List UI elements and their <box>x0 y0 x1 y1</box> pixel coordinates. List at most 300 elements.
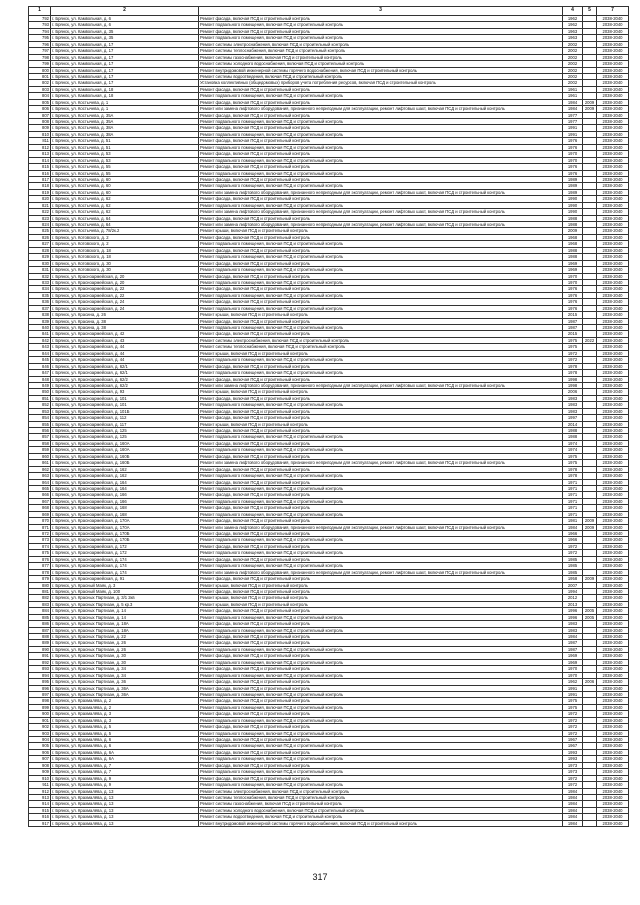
row-number: 840 <box>29 325 51 331</box>
build-year-cell: 1968 <box>563 241 583 247</box>
build-year-cell: 1985 <box>563 569 583 575</box>
address-cell: г. Брянск, ул. Котовского, д. 18 <box>51 254 199 260</box>
row-number: 804 <box>29 93 51 99</box>
period-cell: 2038-2040 <box>597 41 629 47</box>
row-number: 807 <box>29 112 51 118</box>
address-cell: г. Брянск, ул. Костычева, д. 62 <box>51 209 199 215</box>
row-number: 825 <box>29 228 51 234</box>
period-cell: 2038-2040 <box>597 588 629 594</box>
row-number: 877 <box>29 563 51 569</box>
period-cell: 2038-2040 <box>597 86 629 92</box>
row-number: 865 <box>29 485 51 491</box>
period-cell: 2038-2040 <box>597 485 629 491</box>
build-year-cell: 1984 <box>563 106 583 112</box>
address-cell: г. Брянск, ул. Красноармейская, д. 22 <box>51 292 199 298</box>
table-body <box>29 16 629 827</box>
period-cell: 2038-2040 <box>597 260 629 266</box>
row-number: 848 <box>29 376 51 382</box>
address-cell: г. Брянск, ул. Красноармейская, д. 174 <box>51 569 199 575</box>
address-cell: г. Брянск, ул. Красных Партизан, д. 34 <box>51 666 199 672</box>
period-cell: 2038-2040 <box>597 376 629 382</box>
address-cell: г. Брянск, ул. Камвольная, д. 18 <box>51 86 199 92</box>
build-year-cell: 1988 <box>563 254 583 260</box>
row-number: 878 <box>29 569 51 575</box>
build-year-cell: 1970 <box>563 273 583 279</box>
build-year-cell: 1975 <box>563 698 583 704</box>
build-year-cell: 2002 <box>563 67 583 73</box>
build-year-cell: 1975 <box>563 453 583 459</box>
period-cell: 2038-2040 <box>597 183 629 189</box>
address-cell: г. Брянск, ул. Крахмалёва, д. 3 <box>51 711 199 717</box>
address-cell: г. Брянск, ул. Красноармейская, д. 166 <box>51 492 199 498</box>
work-type-cell: Ремонт фасада, включая ПСД и строительный контроль <box>199 666 563 672</box>
address-cell: г. Брянск, ул. Красных Партизан, д. 14 <box>51 608 199 614</box>
period-cell: 2038-2040 <box>597 222 629 228</box>
build-year-cell: 1991 <box>563 125 583 131</box>
period-cell: 2038-2040 <box>597 415 629 421</box>
work-type-cell: Ремонт подвального помещения, включая ПСД и строительный контроль <box>199 170 563 176</box>
work-type-cell: Ремонт подвального помещения, включая ПСД и строительный контроль <box>199 485 563 491</box>
build-year-cell: 1972 <box>563 543 583 549</box>
build-year-cell: 1985 <box>563 563 583 569</box>
address-cell: г. Брянск, ул. Крахмалёва, д. 13 <box>51 794 199 800</box>
period-cell: 2038-2040 <box>597 717 629 723</box>
row-number: 886 <box>29 621 51 627</box>
work-type-cell: Ремонт подвального помещения, включая ПСД и строительный контроль <box>199 672 563 678</box>
repair-year-cell: 2009 <box>583 106 597 112</box>
work-type-cell: Ремонт фасада, включая ПСД и строительный контроль <box>199 556 563 562</box>
build-year-cell: 1989 <box>563 189 583 195</box>
work-type-cell: Ремонт фасада, включая ПСД и строительный контроль <box>199 749 563 755</box>
build-year-cell: 1985 <box>563 556 583 562</box>
address-cell: г. Брянск, ул. Костычева, д. 60 <box>51 189 199 195</box>
period-cell: 2038-2040 <box>597 125 629 131</box>
address-cell: г. Брянск, ул. Крахмалёва, д. 9 <box>51 775 199 781</box>
build-year-cell: 1969 <box>563 653 583 659</box>
row-number: 836 <box>29 299 51 305</box>
row-number: 855 <box>29 421 51 427</box>
period-cell: 2038-2040 <box>597 209 629 215</box>
period-cell: 2038-2040 <box>597 608 629 614</box>
period-cell: 2038-2040 <box>597 640 629 646</box>
work-type-cell: Ремонт фасада, включая ПСД и строительный контроль <box>199 16 563 22</box>
row-number: 875 <box>29 550 51 556</box>
work-type-cell: Ремонт системы теплоснабжения, включая ПСД и строительный контроль <box>199 48 563 54</box>
address-cell: г. Брянск, ул. Камвольная, д. 17 <box>51 41 199 47</box>
period-cell: 2038-2040 <box>597 769 629 775</box>
address-cell: г. Брянск, ул. Костычева, д. 51 <box>51 144 199 150</box>
work-type-cell: Ремонт подвального помещения, включая ПСД и строительный контроль <box>199 743 563 749</box>
work-type-cell: Ремонт фасада, включая ПСД и строительный контроль <box>199 634 563 640</box>
work-type-cell: Ремонт подвального помещения, включая ПСД и строительный контроль <box>199 646 563 652</box>
build-year-cell: 1961 <box>563 93 583 99</box>
work-type-cell: Ремонт крыши, включая ПСД и строительный контроль <box>199 421 563 427</box>
row-number: 902 <box>29 724 51 730</box>
address-cell: г. Брянск, ул. Красноармейская, д. 168 <box>51 505 199 511</box>
period-cell: 2038-2040 <box>597 447 629 453</box>
address-cell: г. Брянск, ул. Красноармейская, д. 101Б <box>51 408 199 414</box>
address-cell: г. Брянск, ул. Крахмалёва, д. 13 <box>51 788 199 794</box>
row-number: 870 <box>29 518 51 524</box>
address-cell: г. Брянск, ул. Красноармейская, д. 170А <box>51 518 199 524</box>
address-cell: г. Брянск, ул. Красноармейская, д. 170Б <box>51 531 199 537</box>
work-type-cell: Ремонт подвального помещения, включая ПСД и строительный контроль <box>199 267 563 273</box>
row-number: 805 <box>29 99 51 105</box>
row-number: 820 <box>29 196 51 202</box>
address-cell: г. Брянск, ул. Красноармейская, д. 164 <box>51 479 199 485</box>
work-type-cell: Ремонт подвального помещения, включая ПСД и строительный контроль <box>199 402 563 408</box>
row-number: 891 <box>29 653 51 659</box>
build-year-cell: 1976 <box>563 299 583 305</box>
row-number: 809 <box>29 125 51 131</box>
address-cell: г. Брянск, ул. Красных Партизан, д. 36А <box>51 691 199 697</box>
row-number: 853 <box>29 408 51 414</box>
row-number: 796 <box>29 41 51 47</box>
work-type-cell: Ремонт фасада, включая ПСД и строительный контроль <box>199 363 563 369</box>
address-cell: г. Брянск, ул. Камвольная, д. 18 <box>51 93 199 99</box>
work-type-cell: Ремонт подвального помещения, включая ПСД и строительный контроль <box>199 279 563 285</box>
build-year-cell: 1962 <box>563 22 583 28</box>
build-year-cell: 1972 <box>563 711 583 717</box>
build-year-cell: 1988 <box>563 222 583 228</box>
period-cell: 2038-2040 <box>597 543 629 549</box>
address-cell: г. Брянск, ул. Крахмалёва, д. 5 <box>51 724 199 730</box>
build-year-cell: 1972 <box>563 775 583 781</box>
row-number: 793 <box>29 22 51 28</box>
row-number: 895 <box>29 679 51 685</box>
row-number: 876 <box>29 556 51 562</box>
repair-year-cell: 2009 <box>583 99 597 105</box>
work-type-cell: Ремонт фасада, включая ПСД и строительный контроль <box>199 608 563 614</box>
work-type-cell: Ремонт подвального помещения, включая ПСД и строительный контроль <box>199 614 563 620</box>
period-cell: 2038-2040 <box>597 312 629 318</box>
work-type-cell: Ремонт фасада, включая ПСД и строительный контроль <box>199 112 563 118</box>
address-cell: г. Брянск, ул. Красноармейская, д. 162 <box>51 473 199 479</box>
work-type-cell: Ремонт фасада, включая ПСД и строительный контроль <box>199 518 563 524</box>
period-cell: 2038-2040 <box>597 93 629 99</box>
row-number: 833 <box>29 279 51 285</box>
row-number: 857 <box>29 434 51 440</box>
work-type-cell: Ремонт фасада, включая ПСД и строительный контроль <box>199 125 563 131</box>
period-cell: 2038-2040 <box>597 724 629 730</box>
address-cell: г. Брянск, ул. Красноармейская, д. 24 <box>51 305 199 311</box>
row-number: 832 <box>29 273 51 279</box>
row-number: 861 <box>29 460 51 466</box>
address-cell: г. Брянск, ул. Красноармейская, д. 44 <box>51 344 199 350</box>
build-year-cell: 1978 <box>563 370 583 376</box>
period-cell: 2038-2040 <box>597 582 629 588</box>
build-year-cell: 1978 <box>563 466 583 472</box>
period-cell: 2038-2040 <box>597 672 629 678</box>
period-cell: 2038-2040 <box>597 524 629 530</box>
work-type-cell: Ремонт системы электроснабжения, включая ПСД и строительный контроль <box>199 788 563 794</box>
address-cell: г. Брянск, ул. Крахмалёва, д. 13 <box>51 814 199 820</box>
build-year-cell: 1988 <box>563 428 583 434</box>
build-year-cell: 1974 <box>563 447 583 453</box>
address-cell: г. Брянск, ул. Костычева, д. 55 <box>51 164 199 170</box>
work-type-cell: Ремонт фасада, включая ПСД и строительный контроль <box>199 86 563 92</box>
build-year-cell: 1971 <box>563 511 583 517</box>
period-cell: 2038-2040 <box>597 28 629 34</box>
address-cell: г. Брянск, ул. Красноармейская, д. 91 <box>51 576 199 582</box>
row-number: 856 <box>29 428 51 434</box>
build-year-cell: 1966 <box>563 531 583 537</box>
row-number: 797 <box>29 48 51 54</box>
row-number: 897 <box>29 691 51 697</box>
row-number: 826 <box>29 234 51 240</box>
row-number: 852 <box>29 402 51 408</box>
build-year-cell: 2002 <box>563 48 583 54</box>
period-cell: 2038-2040 <box>597 556 629 562</box>
build-year-cell: 1967 <box>563 737 583 743</box>
period-cell: 2038-2040 <box>597 730 629 736</box>
row-number: 883 <box>29 601 51 607</box>
build-year-cell: 1984 <box>563 814 583 820</box>
build-year-cell: 2009 <box>563 228 583 234</box>
repair-year-cell: 2005 <box>583 608 597 614</box>
period-cell: 2038-2040 <box>597 157 629 163</box>
period-cell: 2038-2040 <box>597 473 629 479</box>
address-cell: г. Брянск, ул. Котовского, д. 18 <box>51 247 199 253</box>
period-cell: 2038-2040 <box>597 704 629 710</box>
row-number: 866 <box>29 492 51 498</box>
period-cell: 2038-2040 <box>597 428 629 434</box>
row-number: 899 <box>29 704 51 710</box>
build-year-cell: 1991 <box>563 131 583 137</box>
period-cell: 2038-2040 <box>597 357 629 363</box>
row-number: 850 <box>29 389 51 395</box>
build-year-cell: 1990 <box>563 209 583 215</box>
work-type-cell: Ремонт фасада, включая ПСД и строительный контроль <box>199 653 563 659</box>
work-type-cell: Ремонт фасада, включая ПСД и строительный контроль <box>199 640 563 646</box>
row-number: 838 <box>29 312 51 318</box>
work-type-cell: Ремонт фасада, включая ПСД и строительный контроль <box>199 415 563 421</box>
address-cell: г. Брянск, ул. Красноармейская, д. 42 <box>51 331 199 337</box>
work-type-cell: Ремонт подвального помещения, включая ПСД и строительный контроль <box>199 498 563 504</box>
build-year-cell: 1969 <box>563 659 583 665</box>
address-cell: г. Брянск, ул. Крахмалёва, д. 6 <box>51 743 199 749</box>
row-number: 799 <box>29 61 51 67</box>
build-year-cell: 1963 <box>563 28 583 34</box>
address-cell: г. Брянск, ул. Красных Партизан, д. 34 <box>51 672 199 678</box>
table-row <box>29 820 629 826</box>
row-number: 817 <box>29 176 51 182</box>
build-year-cell: 1987 <box>563 646 583 652</box>
build-year-cell: 2002 <box>563 73 583 79</box>
repair-year-cell: 2006 <box>583 679 597 685</box>
row-number: 903 <box>29 730 51 736</box>
period-cell: 2038-2040 <box>597 743 629 749</box>
work-type-cell: Ремонт подвального помещения, включая ПСД и строительный контроль <box>199 691 563 697</box>
period-cell: 2038-2040 <box>597 794 629 800</box>
address-cell: г. Брянск, ул. Крахмалёва, д. 6А <box>51 749 199 755</box>
build-year-cell: 1978 <box>563 363 583 369</box>
address-cell: г. Брянск, ул. Костычева, д. 1 <box>51 106 199 112</box>
address-cell: г. Брянск, ул. Костычева, д. 62 <box>51 202 199 208</box>
work-type-cell: Ремонт фасада, включая ПСД и строительный контроль <box>199 679 563 685</box>
address-cell: г. Брянск, ул. Костычева, д. 53 <box>51 151 199 157</box>
period-cell: 2038-2040 <box>597 569 629 575</box>
row-number: 839 <box>29 318 51 324</box>
row-number: 800 <box>29 67 51 73</box>
work-type-cell: Ремонт фасада, включая ПСД и строительный контроль <box>199 331 563 337</box>
build-year-cell: 2002 <box>563 41 583 47</box>
period-cell: 2038-2040 <box>597 762 629 768</box>
period-cell: 2038-2040 <box>597 119 629 125</box>
address-cell: г. Брянск, ул. Красноармейская, д. 93 <box>51 389 199 395</box>
address-cell: г. Брянск, ул. Красноармейская, д. 160Б <box>51 460 199 466</box>
address-cell: г. Брянск, ул. Красноармейская, д. 170Б <box>51 537 199 543</box>
build-year-cell: 1962 <box>563 16 583 22</box>
period-cell: 2038-2040 <box>597 363 629 369</box>
row-number: 913 <box>29 794 51 800</box>
period-cell: 2038-2040 <box>597 292 629 298</box>
period-cell: 2038-2040 <box>597 698 629 704</box>
row-number: 816 <box>29 170 51 176</box>
work-type-cell: Ремонт или замена лифтового оборудования, признанного непригодным для эксплуатации, ремонт лифтовых шахт, включая ПСД и строительный контроль <box>199 460 563 466</box>
row-number: 835 <box>29 292 51 298</box>
work-type-cell: Ремонт подвального помещения, включая ПСД и строительный контроль <box>199 22 563 28</box>
row-number: 858 <box>29 440 51 446</box>
column-header: 7 <box>597 7 629 16</box>
row-number: 892 <box>29 659 51 665</box>
period-cell: 2038-2040 <box>597 299 629 305</box>
period-cell: 2038-2040 <box>597 389 629 395</box>
build-year-cell: 1983 <box>563 402 583 408</box>
work-type-cell: Ремонт подвального помещения, включая ПСД и строительный контроль <box>199 202 563 208</box>
address-cell: г. Брянск, ул. Красноармейская, д. 44 <box>51 350 199 356</box>
build-year-cell: 1976 <box>563 138 583 144</box>
build-year-cell: 1998 <box>563 376 583 382</box>
work-type-cell: Ремонт подвального помещения, включая ПСД и строительный контроль <box>199 292 563 298</box>
build-year-cell: 1997 <box>563 415 583 421</box>
row-number: 910 <box>29 775 51 781</box>
build-year-cell: 1983 <box>563 395 583 401</box>
build-year-cell: 1972 <box>563 357 583 363</box>
work-type-cell: Ремонт или замена лифтового оборудования, признанного непригодным для эксплуатации, ремонт лифтовых шахт, включая ПСД и строительный контроль <box>199 106 563 112</box>
work-type-cell: Ремонт фасада, включая ПСД и строительный контроль <box>199 479 563 485</box>
address-cell: г. Брянск, ул. Красных Партизан, д. 3/1 2кв <box>51 595 199 601</box>
address-cell: г. Брянск, ул. Костычева, д. 38А <box>51 131 199 137</box>
address-cell: г. Брянск, ул. Камвольная, д. 17 <box>51 73 199 79</box>
build-year-cell: 1972 <box>563 717 583 723</box>
build-year-cell: 1970 <box>563 151 583 157</box>
row-number: 860 <box>29 453 51 459</box>
work-type-cell: Ремонт фасада, включая ПСД и строительный контроль <box>199 260 563 266</box>
row-number: 802 <box>29 80 51 86</box>
row-number: 914 <box>29 801 51 807</box>
row-number: 803 <box>29 86 51 92</box>
period-cell: 2038-2040 <box>597 634 629 640</box>
work-type-cell: Ремонт подвального помещения, включая ПСД и строительный контроль <box>199 563 563 569</box>
build-year-cell: 1984 <box>563 634 583 640</box>
repair-year-cell: 2009 <box>583 524 597 530</box>
address-cell: г. Брянск, ул. Красноармейская, д. 166 <box>51 498 199 504</box>
work-type-cell: Ремонт фасада, включая ПСД и строительный контроль <box>199 376 563 382</box>
build-year-cell: 1987 <box>563 325 583 331</box>
address-cell: г. Брянск, ул. Костычева, д. 55 <box>51 170 199 176</box>
build-year-cell: 1981 <box>563 518 583 524</box>
address-cell: г. Брянск, ул. Красный Маяк, д. 100 <box>51 588 199 594</box>
build-year-cell: 2015 <box>563 312 583 318</box>
period-cell: 2038-2040 <box>597 453 629 459</box>
repair-year-cell: 2009 <box>583 518 597 524</box>
work-type-cell: Ремонт фасада, включая ПСД и строительный контроль <box>199 576 563 582</box>
build-year-cell: 1974 <box>563 440 583 446</box>
period-cell: 2038-2040 <box>597 466 629 472</box>
period-cell: 2038-2040 <box>597 537 629 543</box>
work-type-cell: Ремонт фасада, включая ПСД и строительный контроль <box>199 247 563 253</box>
address-cell: г. Брянск, ул. Крахмалёва, д. 6 <box>51 737 199 743</box>
address-cell: г. Брянск, ул. Красноармейская, д. 168 <box>51 511 199 517</box>
row-number: 846 <box>29 363 51 369</box>
address-cell: г. Брянск, ул. Красноармейская, д. 160А <box>51 440 199 446</box>
work-type-cell: Ремонт системы водоотведения, включая ПСД и строительный контроль <box>199 73 563 79</box>
work-type-cell: Ремонт подвального помещения, включая ПСД и строительный контроль <box>199 35 563 41</box>
column-header: 4 <box>563 7 583 16</box>
row-number: 864 <box>29 479 51 485</box>
build-year-cell: 1972 <box>563 350 583 356</box>
column-header: 3 <box>199 7 563 16</box>
build-year-cell: 1966 <box>563 537 583 543</box>
build-year-cell: 1984 <box>563 524 583 530</box>
build-year-cell: 1972 <box>563 782 583 788</box>
row-number: 828 <box>29 247 51 253</box>
column-header: 5 <box>583 7 597 16</box>
row-number: 818 <box>29 183 51 189</box>
work-type-cell: Ремонт подвального помещения, включая ПСД и строительный контроль <box>199 241 563 247</box>
address-cell: г. Брянск, ул. Красноармейская, д. 20 <box>51 279 199 285</box>
work-type-cell: Ремонт подвального помещения, включая ПСД и строительный контроль <box>199 447 563 453</box>
period-cell: 2038-2040 <box>597 460 629 466</box>
build-year-cell: 1988 <box>563 215 583 221</box>
row-number: 843 <box>29 344 51 350</box>
work-type-cell: Ремонт внутридомовой инженерной системы горячего водоснабжения, включая ПСД и строительный контроль <box>199 820 563 826</box>
work-type-cell: Ремонт подвального помещения, включая ПСД и строительный контроль <box>199 131 563 137</box>
work-type-cell: Ремонт фасада, включая ПСД и строительный контроль <box>199 762 563 768</box>
row-number: 849 <box>29 382 51 388</box>
period-cell: 2038-2040 <box>597 646 629 652</box>
row-number: 847 <box>29 370 51 376</box>
build-year-cell: 1991 <box>563 691 583 697</box>
row-number: 882 <box>29 595 51 601</box>
work-type-cell: Ремонт фасада, включая ПСД и строительный контроль <box>199 196 563 202</box>
build-year-cell: 1967 <box>563 743 583 749</box>
address-cell: г. Брянск, ул. Костычева, д. 51 <box>51 138 199 144</box>
build-year-cell: 1972 <box>563 550 583 556</box>
address-cell: г. Брянск, ул. Красных Партизан, д. 22 <box>51 634 199 640</box>
address-cell: г. Брянск, ул. Камвольная, д. 17 <box>51 61 199 67</box>
build-year-cell: 1970 <box>563 157 583 163</box>
period-cell: 2038-2040 <box>597 576 629 582</box>
address-cell: г. Брянск, ул. Красина, д. 38 <box>51 325 199 331</box>
address-cell: г. Брянск, ул. Красных Партизан, д. 30 <box>51 653 199 659</box>
period-cell: 2038-2040 <box>597 151 629 157</box>
column-header: 2 <box>51 7 199 16</box>
work-type-cell: Ремонт подвального помещения, включая ПСД и строительный контроль <box>199 704 563 710</box>
address-cell: г. Брянск, ул. Крахмалёва, д. 13 <box>51 820 199 826</box>
row-number: 842 <box>29 337 51 343</box>
work-type-cell: Ремонт системы газоснабжения, включая ПСД и строительный контроль <box>199 801 563 807</box>
work-type-cell: Ремонт системы теплоснабжения, включая ПСД и строительный контроль <box>199 794 563 800</box>
row-number: 916 <box>29 814 51 820</box>
address-cell: г. Брянск, ул. Красноармейская, д. 172 <box>51 550 199 556</box>
row-number: 894 <box>29 672 51 678</box>
address-cell: г. Брянск, ул. Красноармейская, д. 125 <box>51 428 199 434</box>
address-cell: г. Брянск, ул. Костычева, д. 64 <box>51 215 199 221</box>
work-type-cell: Ремонт фасада, включая ПСД и строительный контроль <box>199 99 563 105</box>
work-type-cell: Ремонт подвального помещения, включая ПСД и строительный контроль <box>199 254 563 260</box>
